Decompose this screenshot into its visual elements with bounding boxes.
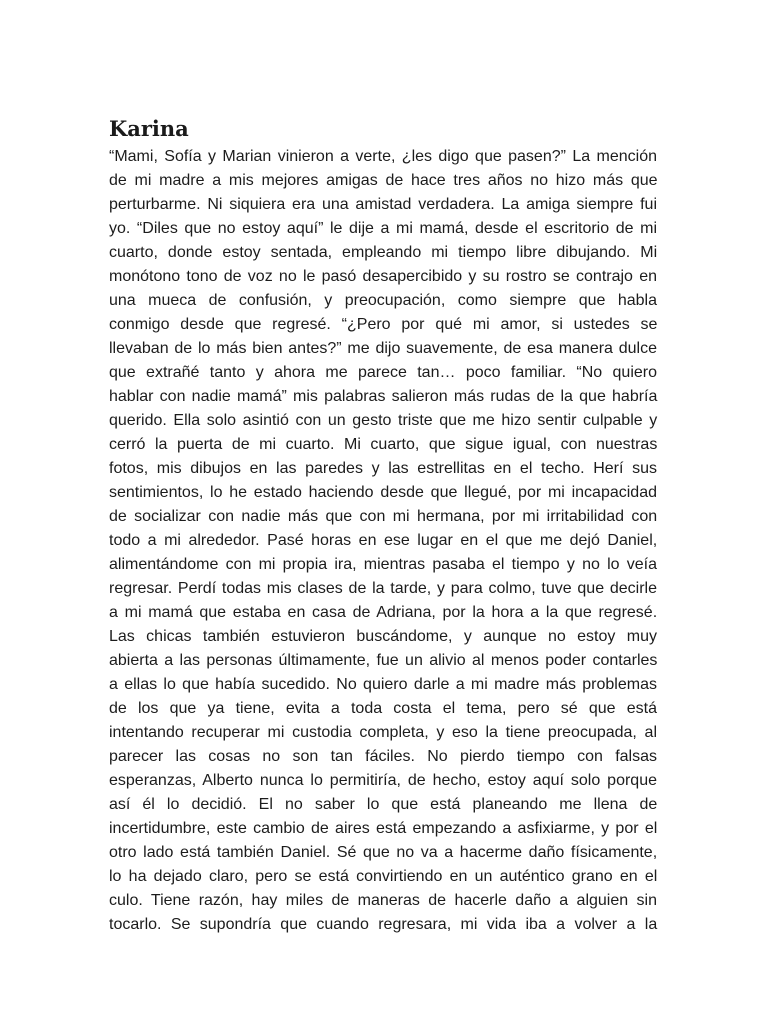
text-line: cerró la puerta de mi cuarto. Mi cuarto, que sigue igual, con nuestras	[109, 436, 658, 453]
text-line: tocarlo. Se supondría que cuando regresara, mi vida iba a volver a la	[109, 916, 658, 933]
text-line: incertidumbre, este cambio de aires está empezando a asfixiarme, y por el	[109, 820, 658, 837]
text-line: esperanzas, Alberto nunca lo permitiría, de hecho, estoy aquí solo porque	[109, 772, 657, 789]
text-line: a ellas lo que había sucedido. No quiero darle a mi madre más problemas	[109, 676, 657, 693]
text-line: todo a mi alrededor. Pasé horas en ese lugar en el que me dejó Daniel,	[109, 532, 658, 549]
text-line: abierta a las personas últimamente, fue un alivio al menos poder contarles	[109, 652, 658, 669]
text-line: alimentándome con mi propia ira, mientras pasaba el tiempo y no lo veía	[109, 556, 657, 573]
text-line: monótono tono de voz no le pasó desapercibido y su rostro se contrajo en	[109, 268, 657, 285]
text-line: parecer las cosas no son tan fáciles. No pierdo tiempo con falsas	[109, 748, 657, 765]
text-line: culo. Tiene razón, hay miles de maneras de hacerle daño a alguien sin	[109, 892, 657, 909]
text-line: fotos, mis dibujos en las paredes y las estrellitas en el techo. Herí sus	[109, 460, 657, 477]
text-line: querido. Ella solo asintió con un gesto triste que me hizo sentir culpable y	[109, 412, 658, 429]
text-line: “Mami, Sofía y Marian vinieron a verte, ¿les digo que pasen?” La mención	[109, 148, 657, 165]
body-paragraph	[109, 145, 657, 937]
text-line: otro lado está también Daniel. Sé que no va a hacerme daño físicamente,	[109, 844, 658, 861]
text-line: hablar con nadie mamá” mis palabras salieron más rudas de la que habría	[109, 388, 658, 405]
text-line: regresar. Perdí todas mis clases de la tarde, y para colmo, tuve que decirle	[109, 580, 657, 597]
document-title: Karina	[109, 116, 189, 141]
text-line: Las chicas también estuvieron buscándome, y aunque no estoy muy	[109, 628, 657, 645]
text-line: así él lo decidió. El no saber lo que está planeando me llena de	[109, 796, 658, 813]
text-line: de mi madre a mis mejores amigas de hace tres años no hizo más que	[109, 172, 658, 189]
text-line: una mueca de confusión, y preocupación, como siempre que habla	[109, 292, 657, 309]
text-line: a mi mamá que estaba en casa de Adriana, por la hora a la que regresé.	[109, 604, 658, 621]
text-line: intentando recuperar mi custodia completa, y eso la tiene preocupada, al	[109, 724, 657, 741]
text-line: que extrañé tanto y ahora me parece tan… poco familiar. “No quiero	[109, 364, 657, 381]
text-line: lo ha dejado claro, pero se está convirtiendo en un auténtico grano en el	[109, 868, 658, 885]
text-line: yo. “Diles que no estoy aquí” le dije a mi mamá, desde el escritorio de mi	[109, 220, 657, 237]
text-line: perturbarme. Ni siquiera era una amistad verdadera. La amiga siempre fui	[109, 196, 657, 213]
text-line: cuarto, donde estoy sentada, empleando mi tiempo libre dibujando. Mi	[109, 244, 658, 261]
text-line: llevaban de lo más bien antes?” me dijo suavemente, de esa manera dulce	[109, 340, 657, 357]
text-line: de los que ya tiene, evita a toda costa el tema, pero sé que está	[109, 700, 657, 717]
text-line: de socializar con nadie más que con mi hermana, por mi irritabilidad con	[109, 508, 658, 525]
text-line: conmigo desde que regresé. “¿Pero por qué mi amor, si ustedes se	[109, 316, 658, 333]
text-line: sentimientos, lo he estado haciendo desde que llegué, por mi incapacidad	[109, 484, 657, 501]
